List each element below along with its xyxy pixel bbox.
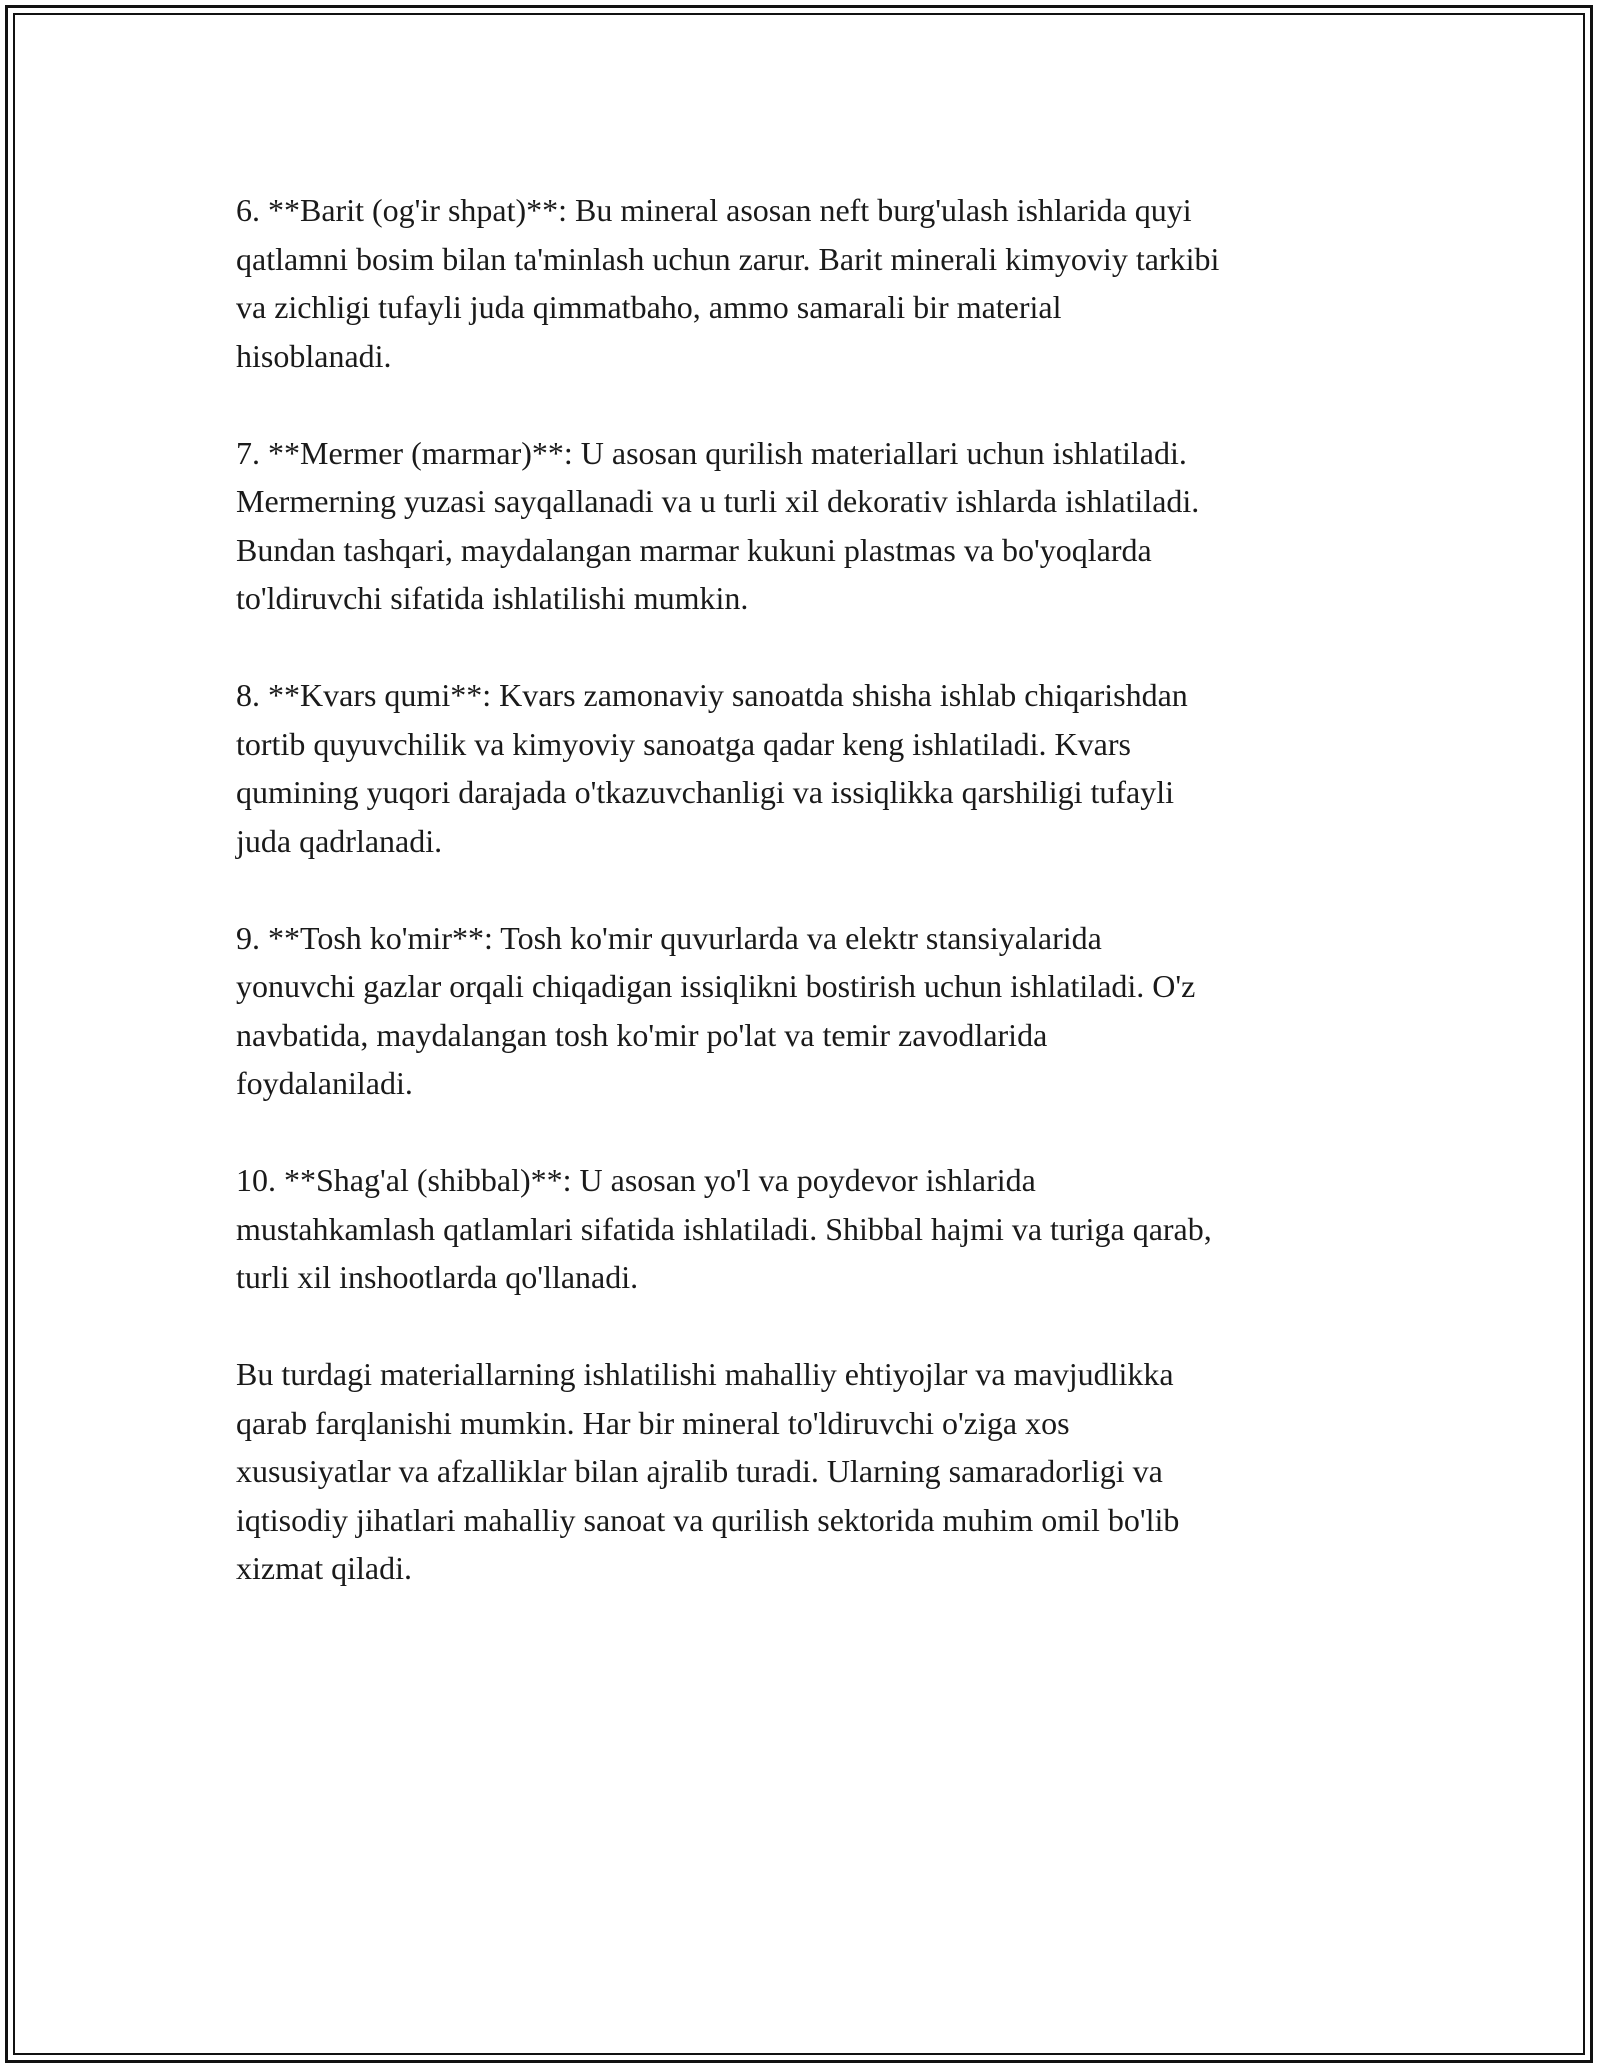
paragraph-barit: 6. **Barit (og'ir shpat)**: Bu mineral asosan neft burg'ulash ishlarida quyi qatlamni bosim bilan ta'minlash uchun zarur. Barit minerali kimyoviy tarkibi va zichligi tufayli juda qimmatbaho, ammo samarali bir material hisoblanadi. (236, 192, 1220, 374)
paragraph-conclusion: Bu turdagi materiallarning ishlatilishi mahalliy ehtiyojlar va mavjudlikka qarab farqlanishi mumkin. Har bir mineral to'ldiruvchi o'ziga xos xususiyatlar va afzalliklar bilan ajralib turadi. Ularning samaradorligi va iqtisodiy jihatlari mahalliy sanoat va qurilish sektorida muhim omil bo'lib xizmat qiladi. (236, 1356, 1180, 1586)
paragraph-kvars-qumi: 8. **Kvars qumi**: Kvars zamonaviy sanoatda shisha ishlab chiqarishdan tortib quyuvchilik va kimyoviy sanoatga qadar keng ishlatiladi. Kvars qumining yuqori darajada o'tkazuvchanligi va issiqlikka qarshiligi tufayli juda qadrlanadi. (236, 677, 1188, 859)
paragraph-tosh-komir: 9. **Tosh ko'mir**: Tosh ko'mir quvurlarda va elektr stansiyalarida yonuvchi gazlar orqali chiqadigan issiqlikni bostirish uchun ishlatiladi. O'z navbatida, maydalangan tosh ko'mir po'lat va temir zavodlarida foydalaniladi. (236, 919, 1196, 1101)
paragraph-mermer: 7. **Mermer (marmar)**: U asosan qurilish materiallari uchun ishlatiladi. Mermerning yuzasi sayqallanadi va u turli xil dekorativ ishlarda ishlatiladi. Bundan tashqari, maydalangan marmar kukuni plastmas va bo'yoqlarda to'ldiruvchi sifatida ishlatilishi mumkin. (236, 434, 1200, 616)
paragraph-shagal: 10. **Shag'al (shibbal)**: U asosan yo'l va poydevor ishlarida mustahkamlash qatlamlari sifatida ishlatiladi. Shibbal hajmi va turiga qarab, turli xil inshootlarda qo'llanadi. (236, 1162, 1212, 1295)
document-body (236, 186, 1376, 1641)
